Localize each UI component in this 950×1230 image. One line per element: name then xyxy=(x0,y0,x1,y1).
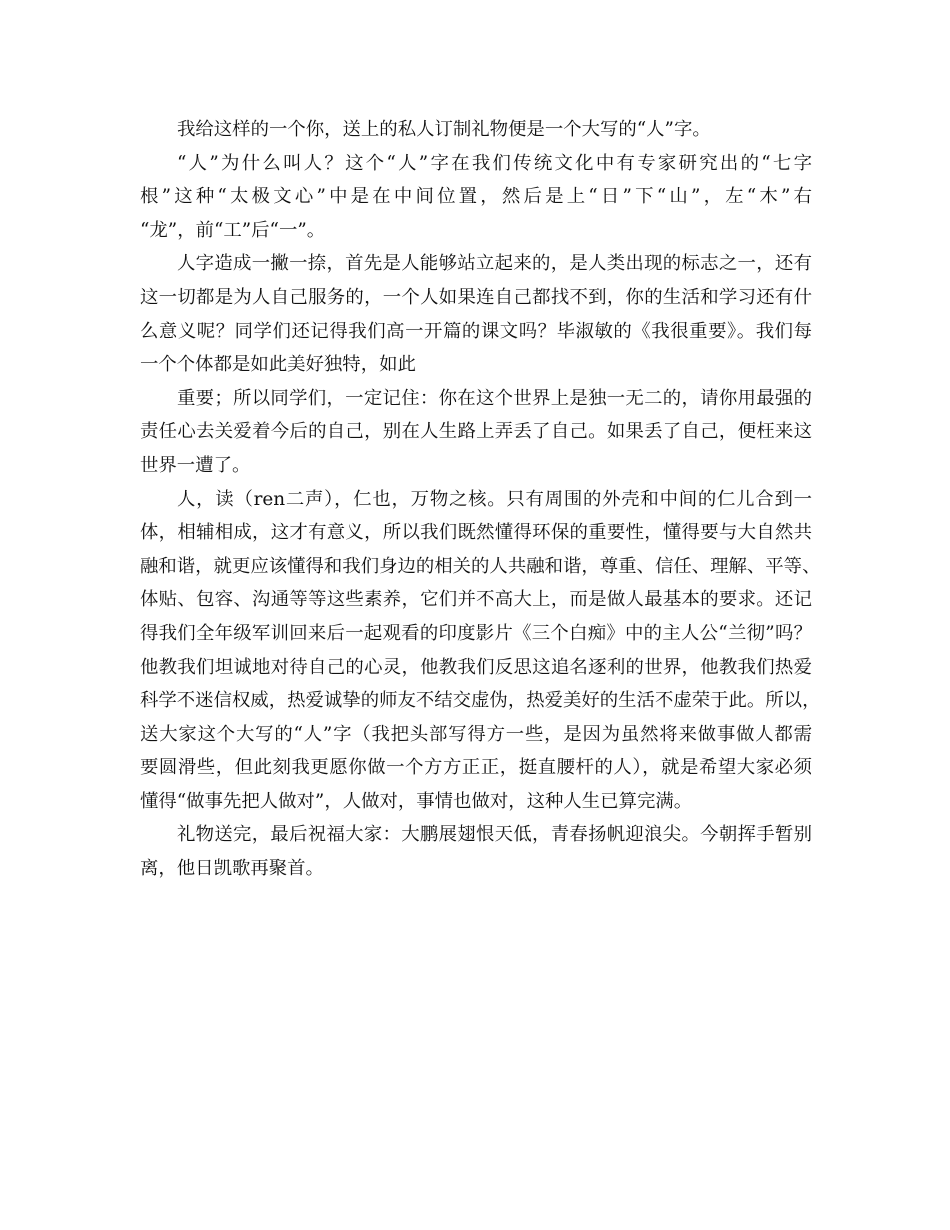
paragraph-line: 送大家这个大写的“人”字（我把头部写得方一些，是因为虽然将来做事做人都需 xyxy=(140,723,812,745)
paragraph-line: 么意义呢？同学们还记得我们高一开篇的课文吗？毕淑敏的《我很重要》。我们每 xyxy=(140,320,812,342)
paragraph-line: 要圆滑些，但此刻我更愿你做一个方方正正，挺直腰杆的人），就是希望大家必须 xyxy=(140,757,812,779)
paragraph-line: 人，读（ren二声），仁也，万物之核。只有周围的外壳和中间的仁儿合到一 xyxy=(177,488,812,510)
paragraph-line: 重要；所以同学们，一定记住：你在这个世界上是独一无二的，请你用最强的 xyxy=(177,387,812,409)
paragraph-line: 融和谐，就更应该懂得和我们身边的相关的人共融和谐，尊重、信任、理解、平等、 xyxy=(140,555,821,577)
document-body xyxy=(140,113,821,886)
paragraph-line: 根”这种“太极文心”中是在中间位置，然后是上“日”下“山”，左“木”右 xyxy=(140,186,812,208)
paragraph-line: 我给这样的一个你，送上的私人订制礼物便是一个大写的“人”字。 xyxy=(177,119,711,140)
paragraph-line: 懂得“做事先把人做对”，人做对，事情也做对，这种人生已算完满。 xyxy=(140,790,693,812)
paragraph-line: 责任心去关爱着今后的自己，别在人生路上弄丢了自己。如果丢了自己，便枉来这 xyxy=(140,421,812,443)
paragraph-line: 人字造成一撇一捺，首先是人能够站立起来的，是人类出现的标志之一，还有 xyxy=(177,253,812,275)
paragraph-line: 体，相辅相成，这才有意义，所以我们既然懂得环保的重要性，懂得要与大自然共 xyxy=(140,522,812,544)
paragraph-line: 科学不迷信权威，热爱诚挚的师友不结交虚伪，热爱美好的生活不虚荣于此。所以， xyxy=(140,690,821,712)
paragraph-line: 体贴、包容、沟通等等这些素养，它们并不高大上，而是做人最基本的要求。还记 xyxy=(140,589,812,611)
paragraph-line: “人”为什么叫人？这个“人”字在我们传统文化中有专家研究出的“七字 xyxy=(177,152,812,174)
paragraph-line: 世界一遭了。 xyxy=(140,454,251,476)
paragraph-line: 离，他日凯歌再聚首。 xyxy=(140,858,324,880)
paragraph-line: 这一切都是为人自己服务的，一个人如果连自己都找不到，你的生活和学习还有什 xyxy=(140,286,812,308)
paragraph-line: 他教我们坦诚地对待自己的心灵，他教我们反思这追名逐利的世界，他教我们热爱 xyxy=(140,656,812,678)
paragraph-line: “龙”，前“工”后“一”。 xyxy=(140,219,326,241)
paragraph-line: 一个个体都是如此美好独特，如此 xyxy=(140,354,416,376)
paragraph-line: 礼物送完，最后祝福大家：大鹏展翅恨天低，青春扬帆迎浪尖。今朝挥手暂别 xyxy=(177,824,812,846)
paragraph-line: 得我们全年级军训回来后一起观看的印度影片《三个白痴》中的主人公“兰彻”吗？ xyxy=(140,622,812,644)
